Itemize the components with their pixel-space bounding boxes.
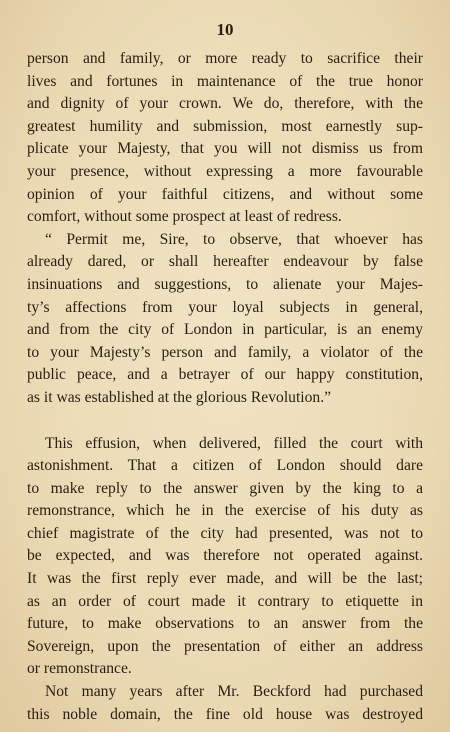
paragraph-gap (27, 410, 423, 433)
text-line: astonishment. That a citizen of London should dare (27, 457, 423, 475)
text-line: Sovereign, upon the presentation of either an address (27, 637, 423, 655)
text-line: opinion of your faithful citizens, and without some (27, 185, 423, 203)
text-line: comfort, without some prospect at least of redress. (27, 208, 342, 226)
text-line: as it was established at the glorious Revolution.” (27, 388, 332, 406)
text-line: It was the first reply ever made, and will be the last; (27, 570, 423, 588)
paragraph-quote (27, 229, 423, 410)
paragraph (27, 433, 423, 682)
text-line: this noble domain, the fine old house was destroyed (27, 705, 423, 723)
text-line: plicate your Majesty, that you will not dismiss us from (27, 140, 423, 158)
text-line: and dignity of your crown. We do, therefore, with the (27, 95, 423, 113)
text-line: to make reply to the answer given by the king to a (27, 479, 423, 497)
text-line: ty’s affections from your loyal subjects in general, (27, 298, 423, 316)
text-line: and from the city of London in particular, is an enemy (27, 321, 423, 339)
text-line: greatest humility and submission, most earnestly sup- (27, 117, 423, 135)
text-line: This effusion, when delivered, filled the court with (45, 434, 423, 452)
text-line: chief magistrate of the city had presented, was not to (27, 524, 423, 542)
text-line: public peace, and a betrayer of our happy constitution, (27, 366, 423, 384)
text-line: or remonstrance. (27, 660, 132, 678)
text-line: as an order of court made it contrary to etiquette in (27, 592, 423, 610)
text-line: Not many years after Mr. Beckford had purchased (45, 683, 423, 701)
text-line: remonstrance, which he in the exercise of his duty as (27, 502, 423, 520)
page-number: 10 (216, 20, 234, 39)
text-line: “ Permit me, Sire, to observe, that whoever has (45, 230, 423, 248)
text-line: future, to make observations to an answer from the (27, 615, 423, 633)
text-line: your presence, without expressing a more favourable (27, 162, 423, 180)
body-text (27, 48, 423, 726)
paragraph (27, 681, 423, 726)
text-line: be expected, and was therefore not operated against. (27, 547, 423, 565)
text-line: lives and fortunes in maintenance of the true honor (27, 72, 423, 90)
paragraph (27, 48, 423, 229)
text-line: insinuations and suggestions, to alienate your Majes- (27, 275, 423, 293)
text-line: already dared, or shall hereafter endeavour by false (27, 253, 423, 271)
text-line: person and family, or more ready to sacrifice their (27, 50, 423, 67)
text-line: to your Majesty’s person and family, a violator of the (27, 343, 423, 361)
